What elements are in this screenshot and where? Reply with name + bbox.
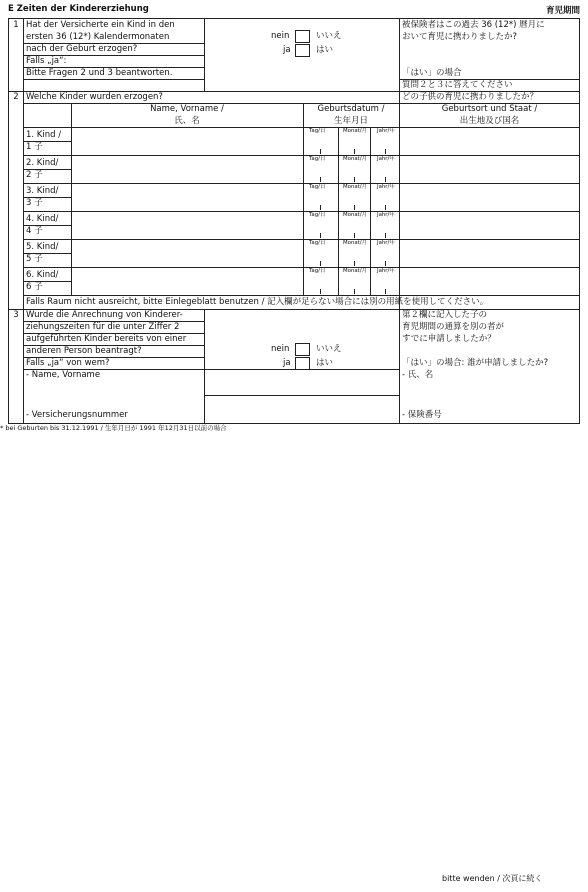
child-6-birthplace-field[interactable] [400, 268, 580, 294]
q3-insurance-label-jp: - 保険番号 [402, 410, 442, 420]
child-1-label-jp: 1 子 [26, 142, 43, 152]
col-name-header-jp: 氏、名 [174, 116, 200, 126]
q3-text-de-6: - Name, Vorname [26, 370, 101, 380]
child-5-year-label: Jahr/年 [377, 240, 395, 246]
child-2-birthplace-field[interactable] [400, 156, 580, 182]
col-date-header: Geburtsdatum / [317, 104, 385, 114]
q1-ja-checkbox[interactable] [295, 44, 310, 57]
q3-ja-label-jp: はい [316, 358, 334, 368]
child-3-year-label: Jahr/年 [377, 184, 395, 190]
q1-text-de-3: nach der Geburt erzogen? [26, 44, 138, 54]
child-5-day-label: Tag/日 [309, 240, 326, 246]
q3-text-jp-2: 育児期間の通算を別の者が [402, 322, 505, 332]
child-5-month-label: Monat/月 [343, 240, 367, 246]
q3-text-de-5: Falls „ja“ von wem? [26, 358, 110, 368]
q1-text-jp-5: 質問２と３に答えてください [402, 80, 513, 90]
q3-text-jp-6: - 氏、名 [402, 370, 434, 380]
footnote: * bei Geburten bis 31.12.1991 / 生年月日が 1991 年12月31日以前の場合 [0, 424, 227, 432]
q3-name-field[interactable] [205, 370, 398, 394]
child-6-month-label: Monat/月 [343, 268, 367, 274]
q1-text-jp-4: 「はい」の場合 [402, 68, 462, 78]
child-1-year-label: Jahr/年 [377, 128, 395, 134]
child-4-label-jp: 4 子 [26, 226, 43, 236]
child-6-label-jp: 6 子 [26, 282, 43, 292]
q3-number: 3 [13, 310, 19, 320]
q1-divider [204, 19, 205, 91]
child-2-year-label: Jahr/年 [377, 156, 395, 162]
child-4-name-field[interactable] [72, 212, 302, 238]
q2-number: 2 [13, 92, 19, 102]
child-3-label: 3. Kind/ [26, 186, 59, 196]
q1-nein-checkbox[interactable] [295, 30, 310, 43]
child-4-day-label: Tag/日 [309, 212, 326, 218]
q3-ja-label: ja [283, 358, 291, 368]
child-2-name-field[interactable] [72, 156, 302, 182]
child-2-label: 2. Kind/ [26, 158, 59, 168]
extra-sheet-note: Falls Raum nicht ausreicht, bitte Einlegeblatt benutzen / 記入欄が足らない場合には別の用紙を使用してください。 [26, 297, 489, 307]
q1-ja-label-jp: はい [316, 45, 334, 55]
q3-text-de-2: ziehungszeiten für die unter Ziffer 2 [26, 322, 180, 332]
col-name-header: Name, Vorname / [150, 104, 224, 114]
q1-number: 1 [13, 20, 19, 30]
q3-nein-checkbox[interactable] [295, 343, 310, 356]
child-4-month-label: Monat/月 [343, 212, 367, 218]
q1-text-jp-2: おいて育児に携わりましたか? [402, 32, 518, 42]
child-2-birthdate-field[interactable] [304, 163, 399, 182]
q1-text-jp-1: 被保険者はこの過去 36 (12*) 暦月に [402, 20, 545, 30]
q1-nein-label: nein [271, 31, 290, 41]
q1-nein-label-jp: いいえ [316, 31, 342, 41]
child-4-year-label: Jahr/年 [377, 212, 395, 218]
q3-nein-label: nein [271, 344, 290, 354]
col-date-header-jp: 生年月日 [333, 116, 368, 126]
child-6-name-field[interactable] [72, 268, 302, 294]
child-6-label: 6. Kind/ [26, 270, 59, 280]
section-title-jp: 育児期間 [545, 6, 580, 16]
child-5-birthplace-field[interactable] [400, 240, 580, 266]
child-6-day-label: Tag/日 [309, 268, 326, 274]
q3-insurance-number-field[interactable] [205, 396, 398, 423]
child-3-day-label: Tag/日 [309, 184, 326, 190]
child-1-day-label: Tag/日 [309, 128, 326, 134]
q3-insurance-label: - Versicherungsnummer [26, 410, 128, 420]
col-place-header-jp: 出生地及び国名 [459, 116, 520, 126]
section-title: E Zeiten der Kindererziehung [8, 4, 149, 14]
q3-text-jp-3: すでに申請しましたか？ [402, 334, 496, 344]
child-1-month-label: Monat/月 [343, 128, 367, 134]
q3-text-de-3: aufgeführten Kinder bereits von einer [26, 334, 187, 344]
child-1-label: 1. Kind / [26, 130, 62, 140]
child-3-birthplace-field[interactable] [400, 184, 580, 210]
child-1-birthdate-field[interactable] [304, 135, 399, 154]
q2-question-jp: どの子供の育児に携わりましたか？ [402, 92, 539, 102]
child-3-name-field[interactable] [72, 184, 302, 210]
q3-text-de-1: Wurde die Anrechnung von Kinderer- [26, 310, 183, 320]
child-2-month-label: Monat/月 [343, 156, 367, 162]
child-5-name-field[interactable] [72, 240, 302, 266]
q3-text-jp-5: 「はい」の場合: 誰が申請しましたか? [402, 358, 549, 368]
q2-question: Welche Kinder wurden erzogen? [26, 92, 163, 102]
child-4-label: 4. Kind/ [26, 214, 59, 224]
child-1-name-field[interactable] [72, 128, 302, 154]
child-5-birthdate-field[interactable] [304, 247, 399, 266]
child-2-day-label: Tag/日 [309, 156, 326, 162]
child-4-birthdate-field[interactable] [304, 219, 399, 238]
section-header [8, 4, 580, 18]
child-6-birthdate-field[interactable] [304, 275, 399, 294]
q1-ja-label: ja [283, 45, 291, 55]
q3-nein-label-jp: いいえ [316, 344, 342, 354]
q1-text-de-4: Falls „ja“: [26, 56, 67, 66]
continue-note: bitte wenden / 次頁に続く [442, 874, 543, 883]
child-4-birthplace-field[interactable] [400, 212, 580, 238]
child-1-birthplace-field[interactable] [400, 128, 580, 154]
q3-text-jp-1: 第２欄に記入した子の [402, 310, 488, 320]
col-place-header: Geburtsort und Staat / [441, 104, 538, 114]
child-3-label-jp: 3 子 [26, 198, 43, 208]
child-rearing-form [8, 18, 580, 424]
q1-text-de-5: Bitte Fragen 2 und 3 beantworten. [26, 68, 173, 78]
q1-text-de-1: Hat der Versicherte ein Kind in den [26, 20, 175, 30]
child-6-year-label: Jahr/年 [377, 268, 395, 274]
child-5-label-jp: 5 子 [26, 254, 43, 264]
child-3-birthdate-field[interactable] [304, 191, 399, 210]
child-5-label: 5. Kind/ [26, 242, 59, 252]
q3-text-de-4: anderen Person beantragt? [26, 346, 142, 356]
child-2-label-jp: 2 子 [26, 170, 43, 180]
child-3-month-label: Monat/月 [343, 184, 367, 190]
q1-text-de-2: ersten 36 (12*) Kalendermonaten [26, 32, 170, 42]
